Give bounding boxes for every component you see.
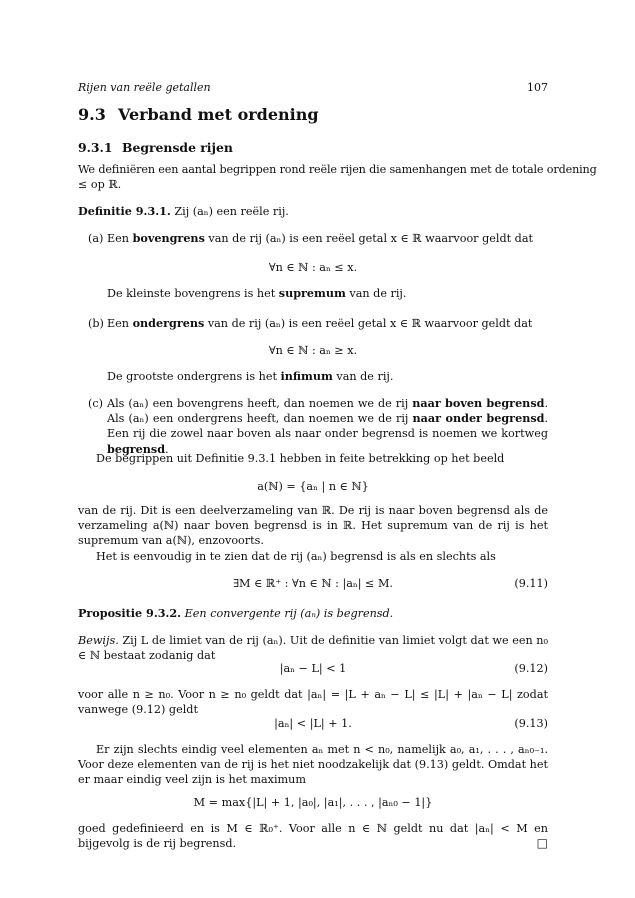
section-heading xyxy=(78,107,319,122)
formula-image: a(ℕ) = {aₙ | n ∈ ℕ} xyxy=(257,480,369,493)
term-bovengrens: bovengrens xyxy=(132,231,205,245)
item-b-note-pre: De grootste ondergrens is het xyxy=(107,370,281,383)
formula-lower-bound: ∀n ∈ ℕ : aₙ ≥ x. xyxy=(268,344,358,357)
intro-line-1: We definiëren een aantal begrippen rond reële rijen die samenhangen met de totale ordening xyxy=(78,163,597,176)
proposition-label: Propositie 9.3.2. xyxy=(78,606,182,620)
proof-paragraph-3: Er zijn slechts eindig veel elementen aₙ met n < n₀, namelijk a₀, a₁, . . . , aₙ₀₋₁. Voor deze elementen van de rij is het niet noodzakelijk dat (9.13) geldt. Omdat het er maar eindig veel zijn is het maximum xyxy=(78,743,548,787)
proposition xyxy=(78,606,548,621)
item-b-marker: (b) xyxy=(88,317,104,330)
formula-maximum: M = max{|L| + 1, |a₀|, |a₁|, . . . , |aₙ₀ − 1|} xyxy=(193,796,433,809)
proof-paragraph-2: voor alle n ≥ n₀. Voor n ≥ n₀ geldt dat |aₙ| = |L + aₙ − L| ≤ |L| + |aₙ − L| zodat vanwege (9.12) geldt xyxy=(78,688,548,717)
proposition-text: Een convergente rij (aₙ) is begrensd. xyxy=(184,607,394,620)
item-a-note-pre: De kleinste bovengrens is het xyxy=(107,287,279,300)
qed-row xyxy=(78,836,548,852)
formula-9-13: |aₙ| < |L| + 1. xyxy=(274,717,352,730)
proof-text: Zij L de limiet van de rij (aₙ). Uit de definitie van limiet volgt dat we een n₀ ∈ ℕ bestaat zodanig dat xyxy=(78,634,548,663)
proof-paragraph xyxy=(78,633,548,663)
definition-item-c xyxy=(78,396,548,457)
formula-9-12-row xyxy=(78,661,548,676)
formula-bounded-row xyxy=(78,576,548,591)
term-ondergrens: ondergrens xyxy=(132,316,205,330)
page-number: 107 xyxy=(527,81,548,94)
equation-number-9-13: (9.13) xyxy=(514,717,548,730)
item-c-text-2: . Als (aₙ) een ondergrens heeft, dan noemen we de rij xyxy=(107,397,549,426)
section-title: Verband met ordening xyxy=(118,105,319,124)
item-c-marker: (c) xyxy=(88,397,103,410)
intro-line-2: ≤ op ℝ. xyxy=(78,178,122,192)
item-a-post: van de rij (aₙ) is een reëel getal x ∈ ℝ waarvoor geldt dat xyxy=(204,232,533,245)
definition xyxy=(78,204,548,219)
term-supremum: supremum xyxy=(278,286,346,300)
proof-label: Bewijs. xyxy=(78,634,119,647)
item-c-text-4: . xyxy=(165,442,169,456)
subsection-title: Begrensde rijen xyxy=(122,140,233,155)
definition-text: Zij (aₙ) een reële rij. xyxy=(174,205,289,218)
formula-9-13-row xyxy=(78,716,548,731)
term-naar-boven-begrensd: naar boven begrensd xyxy=(412,396,545,410)
equation-number-9-11: (9.11) xyxy=(514,577,548,590)
running-title: Rijen van reële getallen xyxy=(78,81,211,94)
qed-symbol: □ xyxy=(536,836,548,850)
image-paragraph: De begrippen uit Definitie 9.3.1 hebben in feite betrekking op het beeld xyxy=(96,452,505,465)
item-a-marker: (a) xyxy=(88,232,104,245)
definition-item-b xyxy=(78,316,548,331)
equation-number-9-12: (9.12) xyxy=(514,662,548,675)
item-a-pre: Een xyxy=(107,232,133,245)
formula-9-12: |aₙ − L| < 1 xyxy=(279,662,347,675)
item-a-note-post: van de rij. xyxy=(345,287,407,300)
bounded-paragraph: Het is eenvoudig in te zien dat de rij (aₙ) begrensd is als en slechts als xyxy=(96,550,496,563)
section-number: 9.3 xyxy=(78,105,106,124)
item-b-post: van de rij (aₙ) is een reëel getal x ∈ ℝ waarvoor geldt dat xyxy=(204,317,533,330)
item-c-text-3: . Een rij die zowel naar boven als naar onder begrensd is noemen we kortweg xyxy=(107,412,549,441)
item-a-note xyxy=(78,286,548,301)
image-paragraph-continued: van de rij. Dit is een deelverzameling van ℝ. De rij is naar boven begrensd als de verzameling a(ℕ) naar boven begrensd is in ℝ. Het supremum van de rij is het supremum van a(ℕ), enzovoorts. xyxy=(78,504,548,548)
intro-paragraph xyxy=(78,162,597,192)
definition-label: Definitie 9.3.1. xyxy=(78,204,171,218)
item-b-note-post: van de rij. xyxy=(332,370,394,383)
subsection-heading xyxy=(78,140,233,155)
term-naar-onder-begrensd: naar onder begrensd xyxy=(412,411,545,426)
term-begrensd: begrensd xyxy=(107,441,166,456)
definition-item-a xyxy=(78,231,548,246)
formula-bounded: ∃M ∈ ℝ⁺ : ∀n ∈ ℕ : |aₙ| ≤ M. xyxy=(232,577,393,590)
item-b-pre: Een xyxy=(107,317,133,330)
term-infimum: infimum xyxy=(280,369,333,383)
item-b-note xyxy=(78,369,548,384)
item-c-text-1: Als (aₙ) een bovengrens heeft, dan noemen we de rij xyxy=(107,397,413,410)
formula-upper-bound: ∀n ∈ ℕ : aₙ ≤ x. xyxy=(268,261,358,274)
subsection-number: 9.3.1 xyxy=(78,140,113,155)
proof-conclusion: goed gedefinieerd en is M ∈ ℝ₀⁺. Voor alle n ∈ ℕ geldt nu dat |aₙ| < M en bijgevolg is de rij begrensd. xyxy=(78,822,548,851)
